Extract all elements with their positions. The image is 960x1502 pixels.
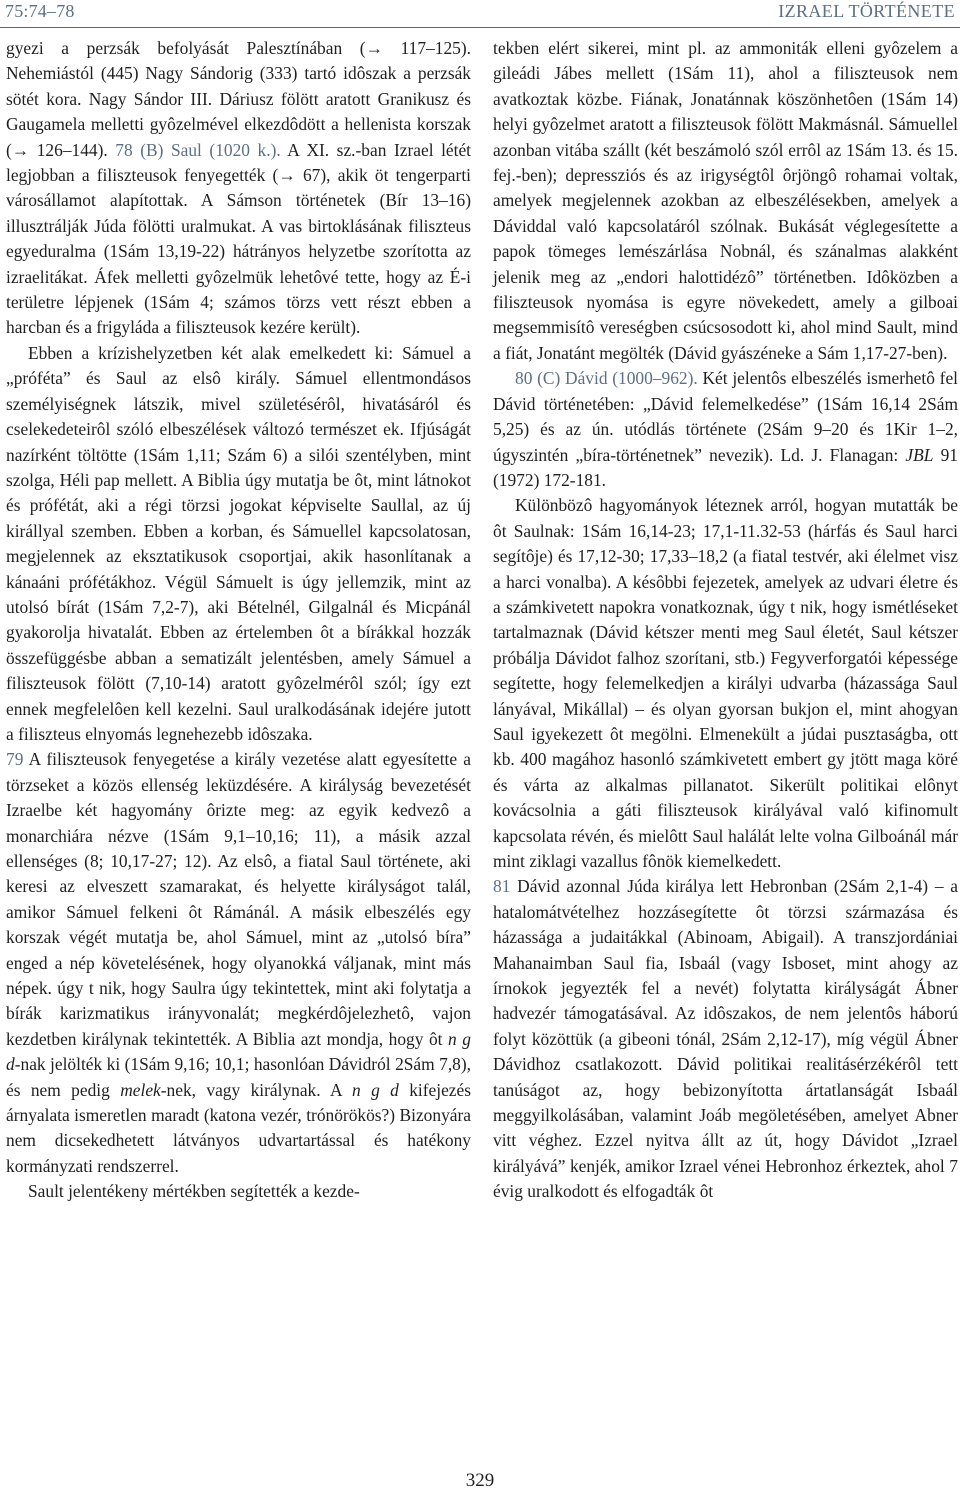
paragraph: gyezi a perzsák befolyását Palesztínában (→ 117–125). Nehemiástól (445) Nagy Sándorig (333) tartó idôszak a perzsák sötét kora. Nagy Sándor III. Dáriusz fölött aratott Granikusz és Gaugamela melletti gyôzelmével elkezdôdött a hellenista korszak (→ 126–144). 78 (B) Saul (1020 k.). A XI. sz.-ban Izrael létét legjobban a filiszteusok fenyegették (→ 67), akik öt tengerparti városállamot alapítottak. A Sámson történetek (Bír 13–16) illusztrálják Júda fölötti uralmukat. A vas birtoklásának filiszteus egyeduralma (1Sám 13,19-22) hátrányos helyzetbe szorította az izraelitákat. Áfek melletti gyôzelmük lehetôvé tette, hogy az É-i területre lépjenek (1Sám 4; számos törzs vett részt ebben a harcban és a frigyláda a filiszteusok kezére került). bbox=[6, 38, 471, 338]
hebrew-term: n g d bbox=[352, 1079, 399, 1100]
header-book-title: IZRAEL TÖRTÉNETE bbox=[778, 1, 955, 21]
section-heading-78: 78 (B) Saul (1020 k.). bbox=[115, 139, 281, 160]
hebrew-term: n g d bbox=[6, 1028, 471, 1075]
right-column bbox=[493, 36, 958, 1205]
arrow-icon: → bbox=[365, 38, 383, 58]
page-number: 329 bbox=[465, 1470, 495, 1491]
arrow-icon: → bbox=[11, 139, 30, 160]
journal-abbrev: JBL bbox=[905, 444, 934, 465]
arrow-icon: → bbox=[278, 165, 296, 186]
section-heading-80: 80 (C) Dávid (1000–962). bbox=[515, 368, 698, 389]
section-number-79: 79 bbox=[6, 749, 24, 770]
paragraph: Ebben a krízishelyzetben két alak emelkedett ki: Sámuel a „próféta” és Saul az elsô király. Sámuel ellentmondásos személyiségnek látszik, mivel születésérôl, hivatásáról és cselekedeteirôl szóló elbeszélések változó természet ek. Ifjúságát nazírként töltötte (1Sám 1,11; Szám 6) a silói szentélyben, mint szolga, Héli pap mellett. A Biblia úgy mutatja be ôt, mint látnokot és prófétát, aki a régi törzsi jogokat képviselte Saullal, az új királlyal szemben. Ebben a korban, és Sámuellel kapcsolatosan, megjelennek az eksztatikusok csoportjai, akik hasonlítanak a kánaáni prófétákhoz. Végül Sámuelt is úgy jellemzik, mint az utolsó bírát (1Sám 7,2-7), aki Bételnél, Gilgalnál és Micpánál gyakorolja hivatalát. Ebben az értelemben ôt a bírákkal hozzák összefüggésbe abban a sematizált jelentésben, amely Sámuel a filiszteusok fölött (7,10-14) aratott gyôzelmérôl szól; így ezt ennek megfelelôen kell kezelni. Saul uralkodásának idejére jutott a filiszteus elnyomás legnehezebb idôszaka. bbox=[6, 342, 471, 744]
paragraph: Különbözô hagyományok léteznek arról, hogyan mutatták be ôt Saulnak: 1Sám 16,14-23; 17,1-11.32-53 (hárfás és Saul harci segítôje) és 17,12-30; 17,33–18,2 (a fiatal testvér, aki élelmet visz a harci vonalba). A késôbbi fejezetek, amelyek az udvari életre és a számkivetett napokra vonatkoznak, úgy t nik, hogy ismétléseket tartalmaznak (Dávid kétszer menti meg Saul életét, Saul kétszer próbálja Dávidot falhoz szorítani, stb.) Fegyverforgatói képessége segítette, hogy felemelkedjen a királyi udvarba (házassága Saul lányával, Mikállal) – és olyan gyorsan bukjon el, mint ahogyan Saul igyekezett ôt megölni. Elmenekült a júdai pusztaságba, ott kb. 400 magához hasonló számkivetett embert gy jtött maga köré és várta az alkalmas pillanatot. Sikerült politikai elônyt kovácsolnia a gáti filiszteusok királyával való kifinomult kapcsolata révén, és mielôtt Saul halálát lelte volna Gilboánál már mint ziklagi vazallus fônök kiemelkedett. bbox=[493, 495, 958, 871]
left-column bbox=[6, 36, 471, 1205]
header-section-ref: 75:74–78 bbox=[5, 1, 75, 21]
running-header bbox=[0, 0, 960, 28]
section-number-81: 81 bbox=[493, 876, 511, 897]
paragraph: Sault jelentékeny mértékben segítették a kezde- bbox=[28, 1181, 360, 1202]
paragraph: 80 (C) Dávid (1000–962). Két jelentôs elbeszélés ismerhetô fel Dávid történetében: „Dávid felemelkedése” (1Sám 16,14 2Sám 5,25) és az ún. utódlás története (2Sám 9–20 és 1Kir 1–2, úgyszintén „bíra-történetnek” nevezik). Ld. J. Flanagan: JBL 91 (1972) 172-181. bbox=[493, 368, 958, 490]
paragraph: tekben elért sikerei, mint pl. az ammoniták elleni gyôzelem a gileádi Jábes mellett (1Sám 11), ahol a filiszteusok nem avatkoztak közbe. Fiának, Jonatánnak köszönhetôen (1Sám 14) helyi gyôzelmet aratott a filiszteusok fölött Makmásnál. Sámuellel azonban vitába szállt (két beszámoló szól errôl az 1Sám 13. és 15. fej.-ben); depressziós és az irigységtôl ôrjöngô rohamai voltak, amelyek megjelennek azokban az elbeszélésekben, amelyek a Dáviddal való kapcsolatáról szólnak. Bukását véglegesítette a papok tömeges lemészárlása Nobnál, és szánalmas alakként jelenik meg az „endori halottidézô” történetben. Idôközben a filiszteusok nyomása is egyre növekedett, amely a gilboai megsemmisítô vereségben csúcsosodott ki, ahol mind Sault, mind a fiát, Jonatánt megölték (Dávid gyászéneke a Sám 1,17-27-ben). bbox=[493, 38, 958, 363]
paragraph: 79 A filiszteusok fenyegetése a király vezetése alatt egyesítette a törzseket a közös ellenség leküzdésére. A királyság bevezetését Izraelbe két hagyomány ôrizte meg: az egyik kedvezô a monarchiára nézve (1Sám 9,1–10,16; 11), a másik azzal ellenséges (8; 10,17-27; 12). Az elsô, a fiatal Saul története, aki keresi az elveszett szamarakat, és helyette királyságot talál, amikor Sámuel felkeni ôt Rámánál. A másik elbeszélés egy korszak végét mutatja be, ahol Sámuel, mint az „utolsó bíra” enged a nép követelésének, hogy olyanokká váljanak, mint más népek. úgy t nik, hogy Saulra úgy tekintettek, mint aki folytatja a bírák karizmatikus irányvonalát; megkérdôjelezhetô, vajon kezdetben királynak tekintették. A Biblia azt mondja, hogy ôt n g d-nak jelölték ki (1Sám 9,16; 10,1; hasonlóan Dávidról 2Sám 7,8), és nem pedig melek-nek, vagy királynak. A n g d kifejezés árnyalata ismeretlen maradt (katona vezér, trónörökös?) Bizonyára nem dicsekedhetett látványos udvartartással és hatékony kormányzati rendszerrel. bbox=[6, 749, 472, 1176]
hebrew-term: melek bbox=[120, 1079, 161, 1100]
paragraph: 81 Dávid azonnal Júda királya lett Hebronban (2Sám 2,1-4) – a hatalomátvételhez hozzásegítette ôt törzsi származása és házassága a judaitákkal (Abinoam, Abigail). A transzjordániai Mahanaimban Saul fia, Isbaál (vagy Isboset, mint ahogy az írnokok jegyezték fel a nevét) folytatta királyságát Ábner hadvezér támogatásával. Az idôszakos, de nem jelentôs háború folyt közöttük (a gibeoni tónál, 2Sám 2,12-17), míg végül Ábner Dávidhoz csatlakozott. Dávid politikai realitásérzékérôl tett tanúságot az, hogy bebizonyította ártatlanságát Isbaál meggyilkolásában, valamint Joáb megöletésében, amelyet Abner vitt véghez. Ezzel nyitva állt az út, hogy Dávidot „Izrael királyává” kenjék, amikor Izrael vénei Hebronhoz érkeztek, ahol 7 évig uralkodott és elfogadták ôt bbox=[493, 876, 958, 1202]
